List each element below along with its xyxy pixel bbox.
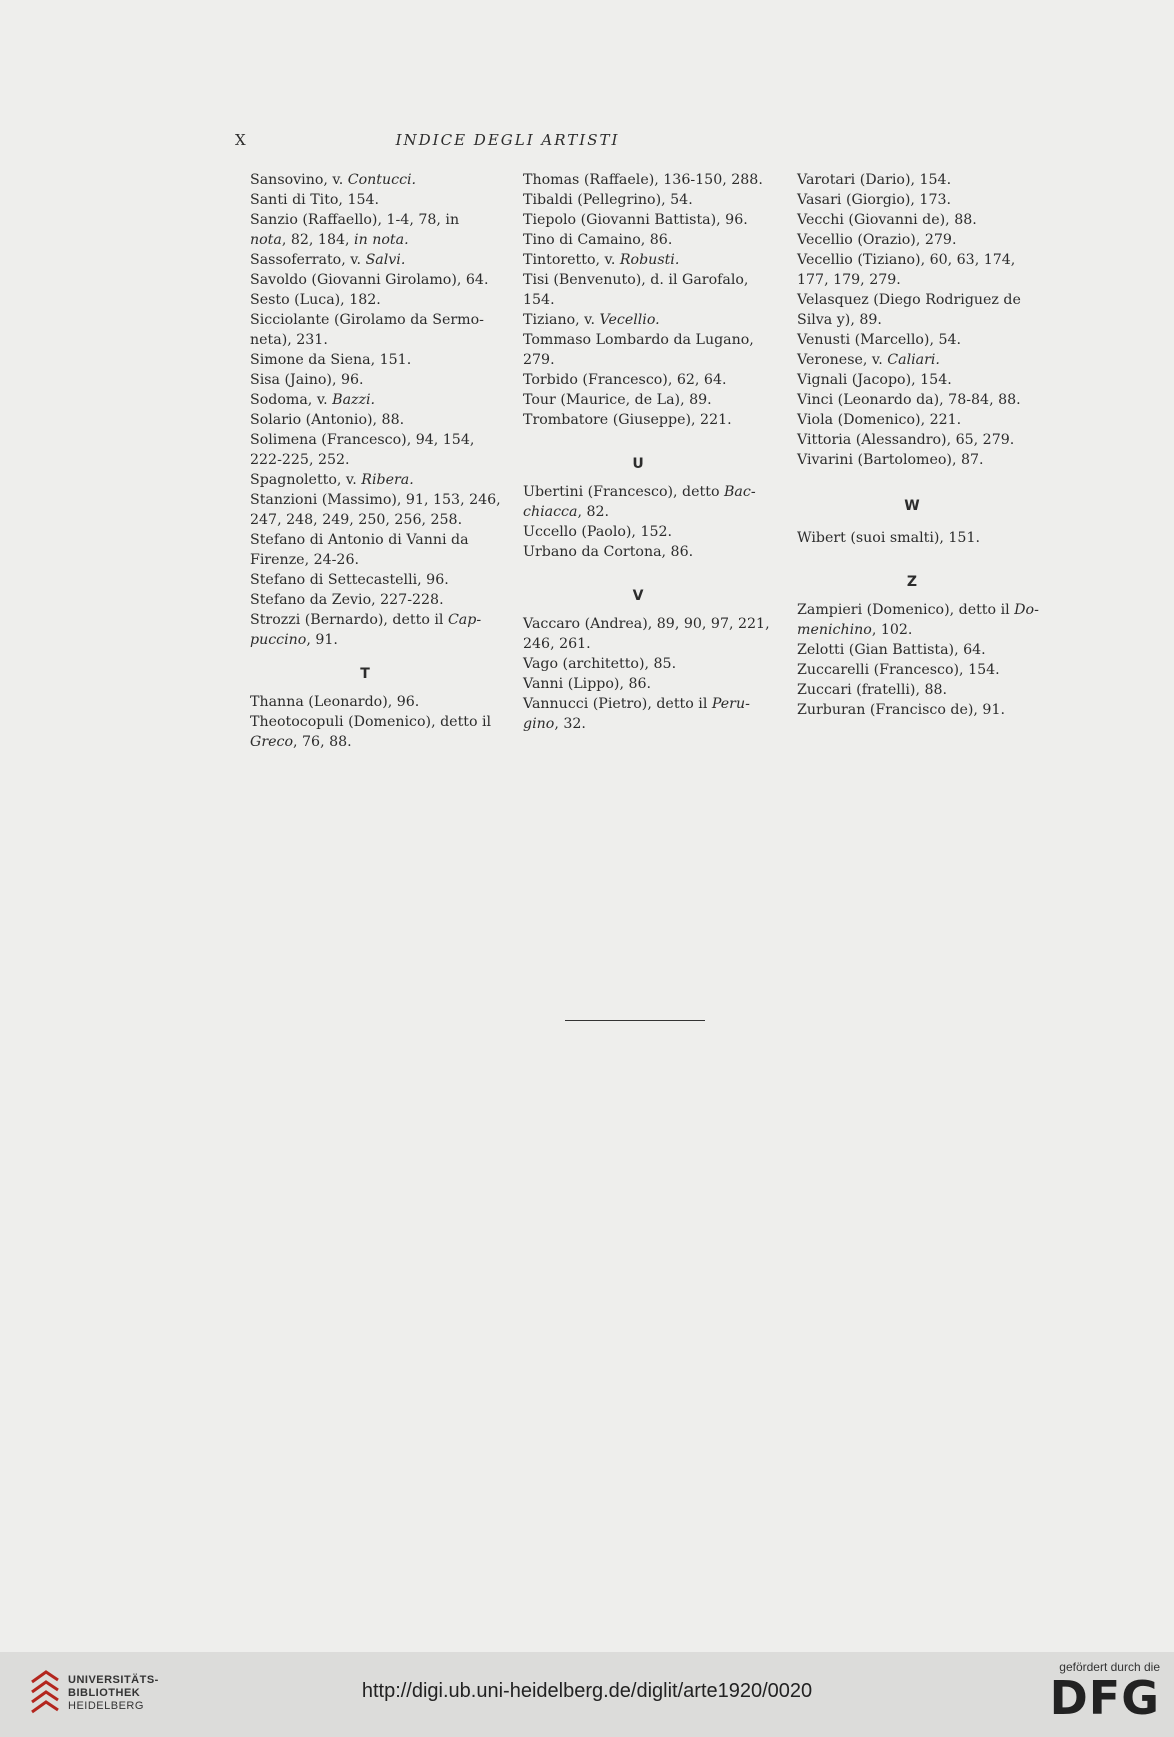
index-entry (234, 270, 496, 290)
index-entry (234, 590, 496, 610)
index-entry-text: Thanna (Leonardo), 96. (250, 694, 420, 710)
index-entry-text: Zuccari (fratelli), 88. (797, 682, 948, 698)
index-entry (781, 410, 1043, 430)
index-entry (781, 170, 1043, 190)
index-entry (234, 370, 496, 390)
index-entry (234, 630, 496, 650)
index-entry (781, 640, 1043, 660)
index-entry (234, 712, 496, 732)
index-entry-text: Solimena (Francesco), 94, 154, (250, 432, 475, 448)
section-letter-v: V (632, 588, 644, 604)
index-entries-v-cont (781, 170, 1043, 470)
index-entry-text: Savoldo (Giovanni Girolamo), 64. (250, 272, 489, 288)
index-entry-text: Trombatore (Giuseppe), 221. (523, 412, 732, 428)
index-entry (781, 330, 1043, 350)
index-entry (781, 390, 1043, 410)
index-entry-text: Tisi (Benvenuto), d. il Garofalo, (523, 272, 749, 288)
index-entry-text: Viola (Domenico), 221. (797, 412, 962, 428)
index-entries-u (507, 482, 769, 562)
index-entry-text: Vannucci (Pietro), detto il (523, 696, 712, 712)
index-entry-text: Vittoria (Alessandro), 65, 279. (797, 432, 1015, 448)
viewer-footer (0, 1652, 1174, 1737)
index-entry (234, 692, 496, 712)
index-entry (781, 210, 1043, 230)
index-entries-t (234, 692, 496, 752)
funding-note: gefördert durch die (1059, 1660, 1160, 1674)
dfg-logo[interactable]: DFG (1049, 1671, 1160, 1725)
index-entry (507, 674, 769, 694)
index-entry (234, 250, 496, 270)
index-entry-text: Zelotti (Gian Battista), 64. (797, 642, 986, 658)
index-entry (234, 170, 496, 190)
index-entry (507, 714, 769, 734)
index-entries-w (781, 528, 1043, 548)
index-entry (234, 610, 496, 630)
index-entry (234, 330, 496, 350)
index-entry (781, 290, 1043, 310)
section-letter-w: W (904, 498, 920, 514)
index-entry-text: Spagnoletto, v. (250, 472, 362, 488)
index-entries-z (781, 600, 1043, 720)
index-entry (234, 230, 496, 250)
index-entry-text: Stefano di Settecastelli, 96. (250, 572, 449, 588)
index-column-3 (781, 170, 1043, 720)
index-entry-text: in nota. (354, 232, 409, 248)
index-entry (781, 190, 1043, 210)
index-entry-text: puccino (250, 632, 307, 648)
index-entry (507, 654, 769, 674)
index-entry (781, 700, 1043, 720)
index-entry (507, 370, 769, 390)
index-entry-text: Bac- (724, 484, 756, 500)
permalink-url[interactable]: http://digi.ub.uni-heidelberg.de/diglit/arte1920/0020 (361, 1680, 813, 1702)
index-entry (234, 210, 496, 230)
closing-rule (565, 1020, 705, 1021)
index-entry-text: 177, 179, 279. (797, 272, 901, 288)
library-name-line-1: UNIVERSITÄTS- (68, 1674, 159, 1686)
index-entry-text: Cap- (447, 612, 482, 628)
index-entry (234, 450, 496, 470)
index-entry (781, 620, 1043, 640)
index-entry-text: 279. (523, 352, 555, 368)
index-entry (781, 370, 1043, 390)
index-entry-text: Torbido (Francesco), 62, 64. (523, 372, 727, 388)
index-entry-text: Sodoma, v. (250, 392, 333, 408)
index-entry-text: Uccello (Paolo), 152. (523, 524, 673, 540)
index-entry-text: Ubertini (Francesco), detto (523, 484, 724, 500)
index-entry (507, 210, 769, 230)
index-entry-text: Tintoretto, v. (523, 252, 620, 268)
index-entry-text: nota (250, 232, 282, 248)
index-entry (781, 430, 1043, 450)
index-entry (234, 190, 496, 210)
index-entry (507, 694, 769, 714)
index-entry-text: , 82. (577, 504, 610, 520)
index-entry (507, 502, 769, 522)
index-entry (781, 450, 1043, 470)
index-entry (234, 290, 496, 310)
index-entry-text: Strozzi (Bernardo), detto il (250, 612, 448, 628)
index-entries-v (507, 614, 769, 734)
index-entry (234, 490, 501, 510)
index-entry-text: Vecchi (Giovanni de), 88. (797, 212, 977, 228)
index-entry-text: Wibert (suoi smalti), 151. (797, 530, 980, 546)
index-column-1 (234, 170, 501, 752)
index-entry (781, 250, 1043, 270)
index-entry (234, 570, 496, 590)
index-entry-text: Vaccaro (Andrea), 89, 90, 97, 221, (523, 616, 770, 632)
index-entry-text: Ribera. (361, 472, 414, 488)
index-entry-text: Tour (Maurice, de La), 89. (523, 392, 712, 408)
index-entry (234, 410, 496, 430)
page-title: INDICE DEGLI ARTISTI (395, 131, 620, 149)
index-entry-text: 154. (523, 292, 555, 308)
index-entry-text: 247, 248, 249, 250, 256, 258. (250, 512, 463, 528)
index-entry (507, 270, 769, 290)
index-entry-text: Velasquez (Diego Rodriguez de (797, 292, 1021, 308)
index-entry (234, 430, 496, 450)
index-entry (234, 350, 496, 370)
index-entry-text: Stanzioni (Massimo), 91, 153, 246, (250, 492, 501, 508)
index-entry-text: Do- (1014, 602, 1039, 618)
index-entry (507, 290, 769, 310)
index-entry-text: Stefano da Zevio, 227-228. (250, 592, 444, 608)
page-number: X (235, 131, 247, 149)
index-entry-text: Tiepolo (Giovanni Battista), 96. (523, 212, 748, 228)
index-column-2 (507, 170, 769, 734)
index-entry (507, 634, 769, 654)
index-entry-text: Thomas (Raffaele), 136-150, 288. (523, 172, 763, 188)
index-entry-text: Simone da Siena, 151. (250, 352, 412, 368)
index-entry-text: , 82, 184, (281, 232, 355, 248)
index-entry (507, 482, 769, 502)
index-entry (507, 522, 769, 542)
index-entry-text: , 76, 88. (293, 734, 352, 750)
index-entry-text: Vago (architetto), 85. (523, 656, 677, 672)
index-entry (507, 170, 769, 190)
index-entry (507, 614, 769, 634)
index-entry-text: gino (523, 716, 555, 732)
index-entry-text: Tino di Camaino, 86. (523, 232, 673, 248)
index-entry-text: Sanzio (Raffaello), 1-4, 78, in (250, 212, 460, 228)
index-entry (781, 310, 1043, 330)
index-entry-text: Contucci. (347, 172, 417, 188)
index-entry (507, 250, 769, 270)
index-entry-text: Sesto (Luca), 182. (250, 292, 381, 308)
index-entry-text: Vinci (Leonardo da), 78-84, 88. (797, 392, 1021, 408)
index-entry-text: Tommaso Lombardo da Lugano, (523, 332, 754, 348)
index-entry (507, 330, 769, 350)
index-entry (781, 600, 1043, 620)
index-entry-text: Peru- (711, 696, 750, 712)
index-entries-t-cont (507, 170, 769, 430)
index-entry (507, 542, 769, 562)
index-entry-text: chiacca (523, 504, 578, 520)
index-entry (234, 310, 496, 330)
funder-block (1030, 1660, 1160, 1725)
index-entry (234, 550, 496, 570)
index-entry (507, 410, 769, 430)
index-entry-text: Firenze, 24-26. (250, 552, 359, 568)
section-letter-u: U (632, 456, 644, 472)
index-entry (234, 732, 496, 752)
index-entry-text: Caliari. (887, 352, 940, 368)
index-entry-text: Urbano da Cortona, 86. (523, 544, 694, 560)
index-entry (234, 530, 496, 550)
index-entry-text: Zampieri (Domenico), detto il (797, 602, 1015, 618)
index-entry (234, 510, 496, 530)
index-entry (507, 190, 769, 210)
index-entry-text: Silva y), 89. (797, 312, 882, 328)
index-entry-text: 246, 261. (523, 636, 591, 652)
index-entry-text: Sansovino, v. (250, 172, 348, 188)
index-entry (507, 390, 769, 410)
index-entry-text: 222-225, 252. (250, 452, 350, 468)
index-entry-text: Veronese, v. (797, 352, 888, 368)
library-name-line-3: HEIDELBERG (68, 1700, 144, 1712)
index-entry-text: , 91. (306, 632, 338, 648)
index-entry-text: Stefano di Antonio di Vanni da (250, 532, 469, 548)
index-entry-text: Sassoferrato, v. (250, 252, 366, 268)
index-entry-text: neta), 231. (250, 332, 328, 348)
index-entry (507, 350, 769, 370)
index-entry-text: Greco (250, 734, 293, 750)
section-letter-t: T (360, 666, 370, 682)
index-entry (781, 230, 1043, 250)
section-letter-z: Z (906, 574, 918, 590)
index-entry-text: Vanni (Lippo), 86. (523, 676, 652, 692)
index-entry-text: Sicciolante (Girolamo da Sermo- (250, 312, 484, 328)
index-entry-text: Bazzi. (332, 392, 376, 408)
index-entry-text: , 32. (554, 716, 586, 732)
index-entry (234, 470, 496, 490)
index-entry-text: Varotari (Dario), 154. (797, 172, 952, 188)
index-entry-text: Sisa (Jaino), 96. (250, 372, 364, 388)
index-entry (781, 680, 1043, 700)
index-entry-text: Vignali (Jacopo), 154. (797, 372, 952, 388)
index-entry-text: Santi di Tito, 154. (250, 192, 380, 208)
index-entry-text: Vecellio (Tiziano), 60, 63, 174, (797, 252, 1016, 268)
index-entry (507, 310, 769, 330)
index-entry-text: Tiziano, v. (523, 312, 600, 328)
index-entry-text: Salvi. (365, 252, 406, 268)
index-entry-text: Venusti (Marcello), 54. (797, 332, 962, 348)
index-entry-text: Vasari (Giorgio), 173. (797, 192, 952, 208)
index-entries-s (234, 170, 501, 650)
index-entry (507, 230, 769, 250)
index-entry (781, 350, 1043, 370)
index-entry-text: Vecellio (Orazio), 279. (797, 232, 957, 248)
index-entry-text: Robusti. (619, 252, 680, 268)
index-entry-text: Zuccarelli (Francesco), 154. (797, 662, 1000, 678)
index-entry-text: Zurburan (Francisco de), 91. (797, 702, 1005, 718)
index-entry (781, 660, 1043, 680)
index-entry-text: , 102. (871, 622, 913, 638)
index-entry (234, 390, 496, 410)
index-entry (781, 270, 1043, 290)
index-entry-text: Theotocopuli (Domenico), detto il (250, 714, 492, 730)
index-entry-text: Vecellio. (599, 312, 660, 328)
library-name-line-2: BIBLIOTHEK (68, 1687, 141, 1699)
index-entry-text: Solario (Antonio), 88. (250, 412, 405, 428)
index-entry (781, 528, 1043, 548)
index-entry-text: Tibaldi (Pellegrino), 54. (523, 192, 693, 208)
index-entry-text: Vivarini (Bartolomeo), 87. (797, 452, 984, 468)
index-entry-text: menichino (797, 622, 872, 638)
